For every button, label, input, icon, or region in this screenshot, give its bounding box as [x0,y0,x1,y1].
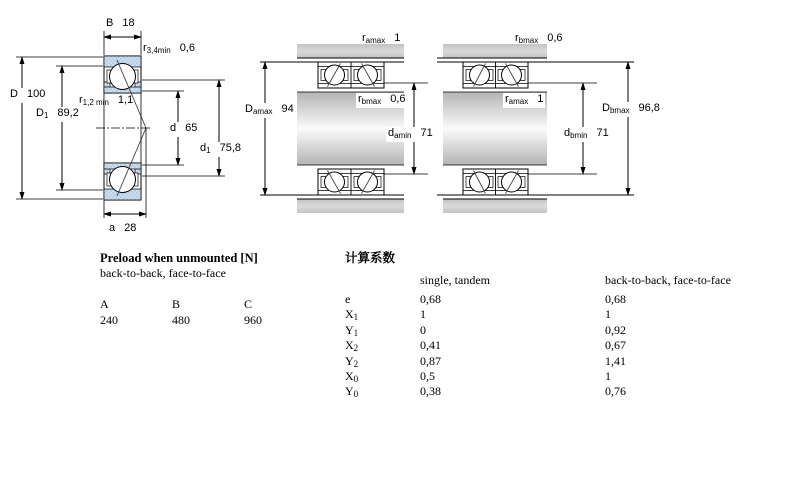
dim-value: 71 [596,127,609,139]
dim-value: 28 [124,222,137,234]
dim-value: 0,6 [179,42,195,54]
factor-paired-x1: 1 [605,307,611,322]
dim-label-D1 [34,107,81,122]
dim-label-B [106,17,135,32]
factor-single-e: 0,68 [420,292,441,306]
dim-value: 1 [394,32,401,44]
dim-value: 18 [122,17,135,29]
factor-label-x2: $X_2$ [345,338,359,354]
dim-label-d1 [198,142,243,157]
dim-label-d [168,122,199,137]
dim-label-r34min [143,42,195,57]
factors-table-title: 计算系数 [345,251,396,265]
dim-symbol: d [170,122,177,134]
dim-label-r12min [79,94,133,109]
dim-subscript: bmax [361,97,382,106]
factor-paired-y0: 0,76 [605,384,626,399]
dim-label-D [8,88,47,103]
dim-label-a [109,222,136,237]
dim-subscript: 1 [43,111,49,120]
dim-subscript: bmax [609,106,630,115]
dim-symbol: d [564,127,571,139]
dim-subscript: bmin [570,131,588,140]
factors-table-grid [345,273,800,400]
dim-subscript: amin [394,131,412,140]
factor-single-y2: 0,87 [420,353,441,368]
dim-value: 96,8 [638,102,660,114]
dim-value: 71 [420,127,433,139]
dim-symbol: B [106,17,114,29]
dim-subscript: 1,2 min [82,98,109,107]
preload-header-c: C [244,297,253,311]
factor-single-x1: 1 [420,307,426,322]
preload-value-a: 240 [100,313,118,327]
calculation-factors-table [345,251,800,400]
dim-value: 1 [537,93,544,105]
factor-paired-y1: 0,92 [605,322,626,337]
dim-subscript: amax [252,107,273,116]
dim-value: 75,8 [219,142,241,154]
factor-label-y2: $Y_2$ [345,353,359,369]
dim-label-rbmax-right [515,32,563,47]
dim-value: 0,6 [547,32,563,44]
dim-subscript: amax [365,36,386,45]
factor-paired-x2: 0,67 [605,338,626,353]
dim-symbol: D [245,103,253,115]
dim-value: 1,1 [117,94,134,106]
dim-value: 100 [26,88,46,100]
dim-symbol: D [602,102,610,114]
factor-label-x0: $X_0$ [345,368,359,384]
dim-value: 0,6 [390,93,406,105]
preload-table [100,251,350,329]
dim-subscript: amax [508,97,529,106]
dim-symbol: d [388,127,395,139]
dim-label-Dbmax [600,102,662,117]
factor-single-x0: 0,5 [420,368,435,383]
dim-label-ramax-right [503,93,545,108]
dim-symbol: r [505,93,509,105]
factor-label-x1: $X_1$ [345,307,359,323]
factor-single-y0: 0,38 [420,384,441,399]
factor-single-y1: 0 [420,322,426,337]
factor-label-y1: $Y_1$ [345,322,359,338]
preload-header-b: B [172,297,181,311]
dim-label-ramax-middle [362,32,400,47]
dim-symbol: D [36,107,44,119]
dim-symbol: r [79,94,83,106]
dim-symbol: r [515,32,519,44]
dim-symbol: D [10,88,18,100]
dim-symbol: r [362,32,366,44]
factor-paired-y2: 1,41 [605,353,626,368]
factor-label-e: e [345,292,351,306]
preload-table-grid [100,297,350,329]
factor-label-y0: $Y_0$ [345,384,359,400]
dim-value: 65 [185,122,198,134]
preload-header-a: A [100,297,109,311]
dim-symbol: r [358,93,362,105]
factors-header-back-to-back: back-to-back, face-to-face [605,273,731,287]
dim-symbol: r [143,42,147,54]
dim-value: 89,2 [57,107,79,119]
factor-paired-e: 0,68 [605,292,626,306]
factors-header-single-tandem: single, tandem [420,273,490,287]
preload-table-subtitle: back-to-back, face-to-face [100,266,226,280]
dim-subscript: 3,4min [146,46,171,55]
preload-value-b: 480 [172,313,190,327]
dim-label-damin [386,127,435,142]
dim-subscript: bmax [518,36,539,45]
dim-label-rbmax-middle [356,93,408,108]
preload-value-c: 960 [244,313,262,327]
dim-symbol: d [200,142,207,154]
dim-symbol: a [109,222,116,234]
dim-label-Damax [243,103,296,118]
factor-paired-x0: 1 [605,368,611,383]
factor-single-x2: 0,41 [420,338,441,353]
dim-label-dbmin [562,127,611,142]
preload-table-title: Preload when unmounted [N] [100,251,258,265]
dim-value: 94 [281,103,294,115]
dim-subscript: 1 [206,146,211,155]
